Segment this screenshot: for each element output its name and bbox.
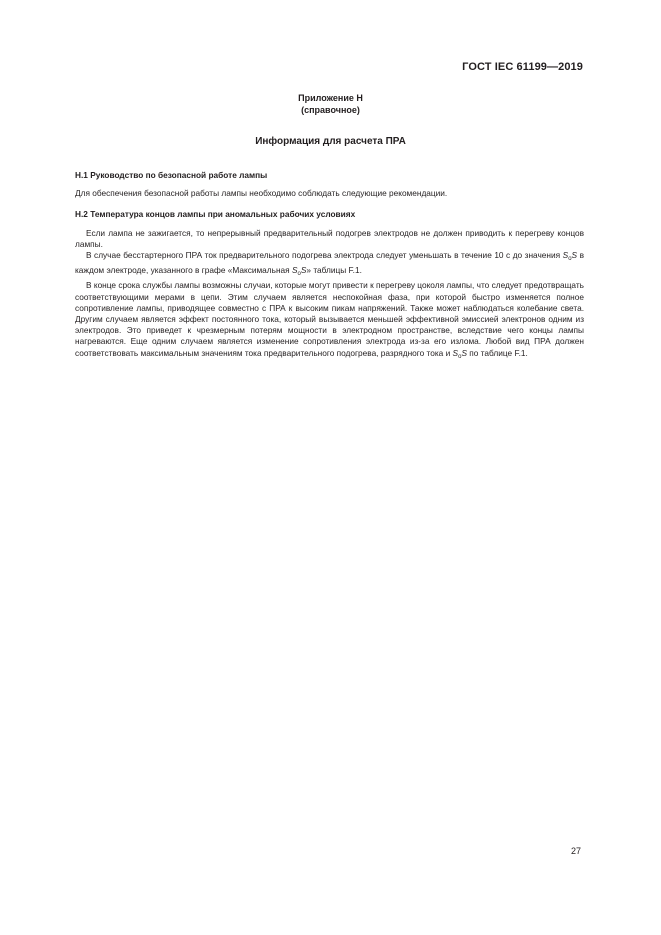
section-h1-heading: H.1 Руководство по безопасной работе лампы — [75, 170, 268, 180]
standard-designation: ГОСТ IEC 61199—2019 — [462, 61, 583, 73]
annex-title: Информация для расчета ПРА — [255, 136, 406, 147]
section-h2-paragraph-1: Если лампа не зажигается, то непрерывный предварительный подогрев электродов не должен приводить к перегреву концов лампы. — [75, 227, 584, 249]
paragraph-2-text-b: в каждом электроде, указанного в графе «Максимальная — [75, 250, 584, 276]
page-number: 27 — [570, 846, 581, 856]
symbol-sos: $S_oS$ — [291, 265, 307, 278]
paragraph-3-text-a: В конце срока службы лампы возможны случаи, которые могут привести к перегреву цоколя лампы, что следует предотвращать соответствующими мерами в цепи. Этим случаем является неспокойная фаза, при которой быстро изменяется полное сопротивление лампы, приводящее совместно с ПРА к высоким пикам напряжений. Также может наблюдаться колебание света. Другим случаем является эффект постоянного тока, который вызывается меньшей эффективной эмиссией электронов одним из электродов. Это приведет к чрезмерным потерям мощности в электродном пространстве, вследствие чего концы лампы нагреваются. Еще одним случаем является изменение сопротивления электрода из-за его излома. Любой вид ПРА должен соответствовать максимальным значениям тока предварительного подогрева, разрядного тока и — [75, 280, 584, 358]
paragraph-3-text-b: по таблице F.1. — [466, 347, 528, 358]
symbol-sos: $S_oS$ — [562, 250, 578, 263]
annex-type: (справочное) — [301, 105, 360, 115]
annex-label: Приложение H — [298, 93, 363, 103]
section-h2-paragraph-2 — [75, 250, 584, 280]
symbol-sos: $S_oS$ — [452, 347, 467, 360]
annex-body — [75, 170, 584, 363]
annex-header — [0, 92, 661, 116]
section-h1-text: Для обеспечения безопасной работы лампы необходимо соблюдать следующие рекомендации. — [75, 188, 448, 199]
section-h2-heading: H.2 Температура концов лампы при аномальных рабочих условиях — [75, 209, 356, 220]
section-h2-paragraph-3 — [75, 280, 584, 362]
paragraph-2-text-a: В случае бесстартерного ПРА ток предварительного подогрева электрода следует уменьшать в течение 10 с до значения — [86, 250, 563, 261]
paragraph-2-text-c: » таблицы F.1. — [306, 265, 362, 276]
